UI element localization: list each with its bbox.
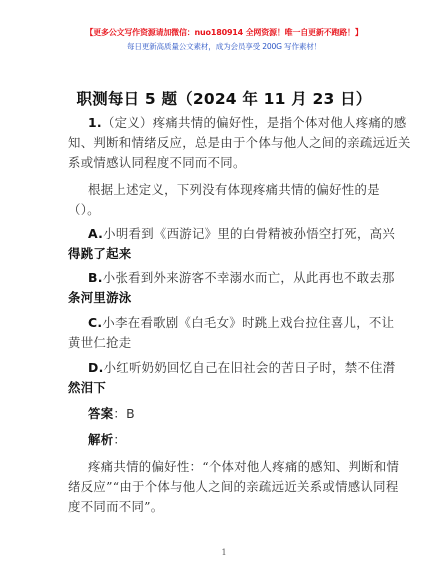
answer-separator: ： (113, 406, 127, 421)
option-b-label: B. (88, 270, 103, 285)
analysis-line-3: 度不同而不同”。 (68, 499, 164, 514)
option-c-line-2: 黄世仁抢走 (68, 335, 132, 350)
analysis-line-2: 绪反应”“由于个体与他人之间的亲疏远近关系或情感认同程 (68, 479, 399, 494)
analysis-heading (68, 430, 384, 450)
option-d-line-1 (68, 358, 396, 378)
prompt-line-2: （）。 (68, 202, 100, 217)
question-line-2: 知、判断和情绪反应，总是由于个体与他人之间的亲疏远近关 (68, 135, 411, 150)
option-d-label: D. (88, 360, 104, 375)
option-a-line-2: 得跳了起来 (68, 246, 132, 261)
question-prompt (68, 180, 384, 220)
option-b (68, 268, 395, 308)
answer-label: 答案 (88, 406, 114, 421)
answer (68, 404, 384, 424)
question-number: 1. (88, 115, 102, 130)
option-b-line-2: 条河里游泳 (68, 290, 132, 305)
option-b-line-1 (68, 268, 395, 288)
prompt-line-1: 根据上述定义，下列没有体现疼痛共情的偏好性的是 (88, 182, 380, 197)
promo-banner-line-1: 【更多公文写作资源请加微信：nuo180914 全网资源！唯一自更新不跑路！】 (85, 28, 363, 37)
option-d-text: 小红听奶奶回忆自己在旧社会的苦日子时，禁不住潸 (103, 360, 396, 375)
option-a-line-1 (68, 224, 396, 244)
analysis-heading-line (68, 430, 384, 450)
page-number: 1 (221, 548, 227, 557)
option-d (68, 358, 396, 398)
question-line-1 (68, 113, 407, 133)
option-c-label: C. (88, 315, 103, 330)
option-c-text: 小李在看歌剧《白毛女》时跳上戏台拉住喜儿，不让 (102, 315, 395, 330)
option-a-text: 小明看到《西游记》里的白骨精被孙悟空打死，高兴 (103, 226, 396, 241)
question-text: （定义）疼痛共情的偏好性，是指个体对他人疼痛的感 (101, 115, 407, 130)
option-a-label: A. (88, 226, 104, 241)
analysis-line-1: 疼痛共情的偏好性：“个体对他人疼痛的感知、判断和情 (88, 459, 400, 474)
option-d-line-2: 然泪下 (68, 380, 107, 395)
option-b-text: 小张看到外来游客不幸溺水而亡，从此再也不敢去那 (102, 270, 395, 285)
question-stem (68, 113, 411, 173)
option-a (68, 224, 396, 264)
answer-line (68, 404, 384, 424)
analysis-separator: ： (113, 432, 127, 447)
option-c-line-1 (68, 313, 395, 333)
option-c (68, 313, 395, 353)
analysis-body (68, 457, 400, 517)
analysis-label: 解析 (88, 432, 114, 447)
question-line-3: 系或情感认同程度不同而不同。 (68, 155, 246, 170)
document-title: 职测每日 5 题（2024 年 11 月 23 日） (76, 90, 372, 108)
answer-value: B (126, 406, 135, 421)
promo-banner-line-2: 每日更新高质量公文素材，成为会员享受 200G 写作素材！ (126, 42, 322, 51)
